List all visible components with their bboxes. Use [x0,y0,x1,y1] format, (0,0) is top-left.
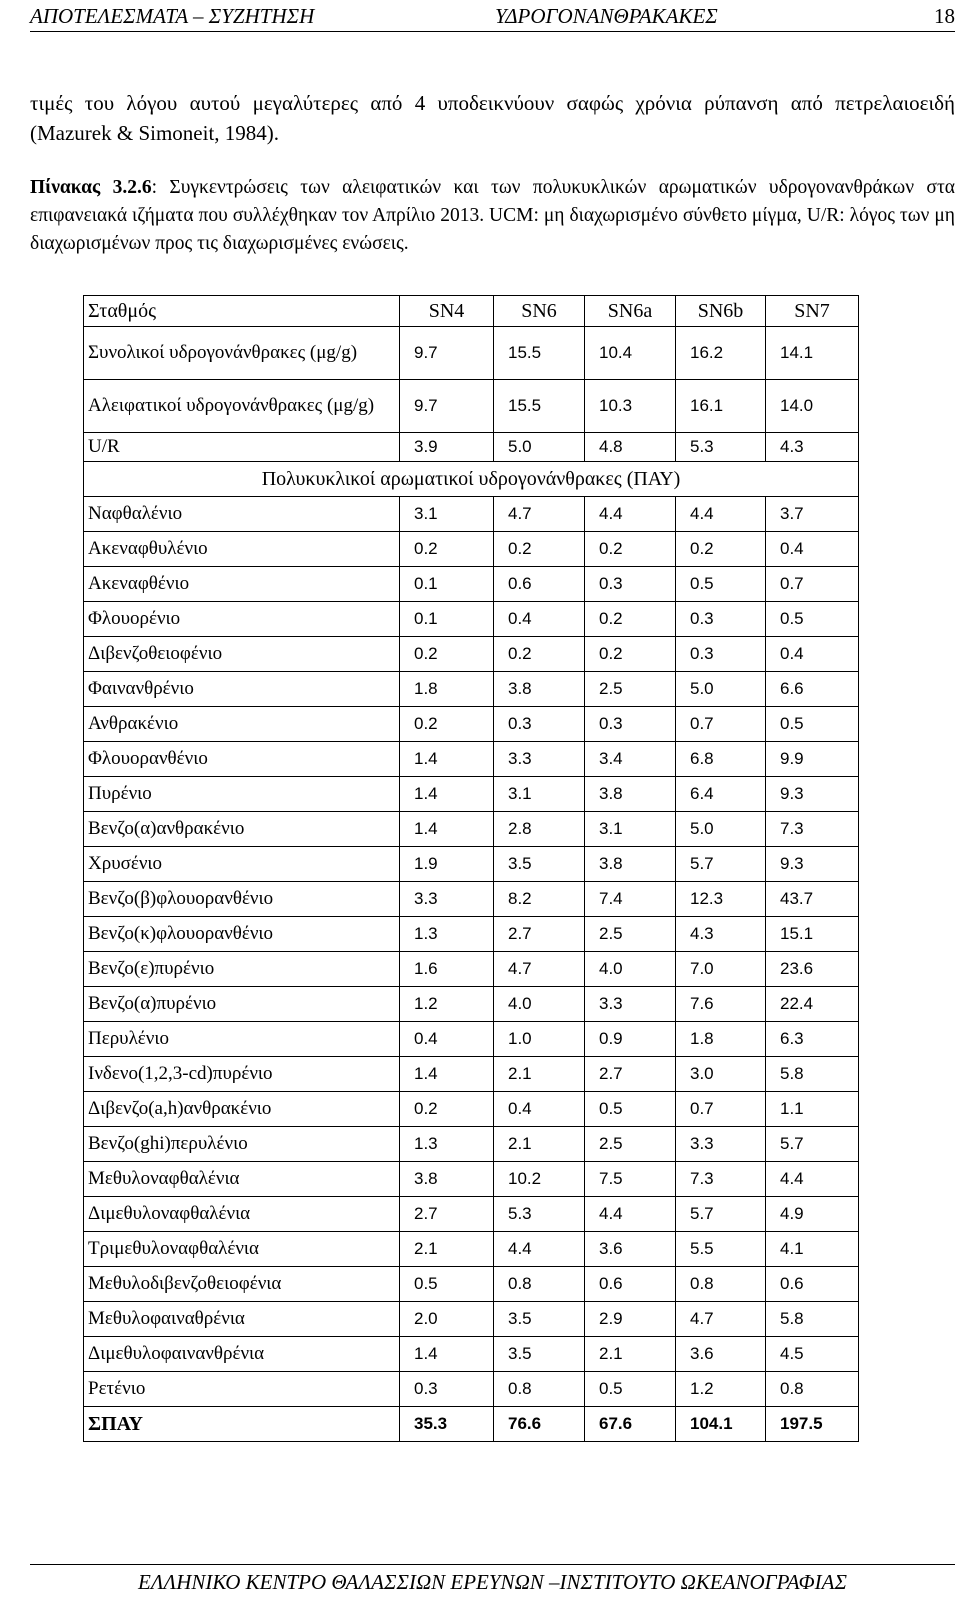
value-cell: 0.2 [585,532,676,567]
row-label: Βενζο(α)ανθρακένιο [84,812,400,847]
value-cell: 0.5 [400,1267,494,1302]
value-cell: 3.9 [400,433,494,462]
table-row [84,380,859,433]
row-label: Βενζο(α)πυρένιο [84,987,400,1022]
table-row [84,1302,859,1337]
value-cell: 0.8 [494,1267,585,1302]
table-row [84,1197,859,1232]
value-cell: 9.3 [766,847,859,882]
table-row [84,327,859,380]
table-row [84,637,859,672]
value-cell: 0.4 [494,602,585,637]
value-cell: 1.0 [494,1022,585,1057]
row-label: Μεθυλοφαιναθρένια [84,1302,400,1337]
value-cell: 3.4 [585,742,676,777]
value-cell: 15.5 [494,380,585,433]
value-cell: 0.3 [676,637,766,672]
value-cell: 4.5 [766,1337,859,1372]
value-cell: 5.0 [494,433,585,462]
value-cell: 5.0 [676,812,766,847]
value-cell: 5.7 [676,847,766,882]
value-cell: 3.6 [676,1337,766,1372]
total-value-cell: 197.5 [766,1407,859,1442]
value-cell: 1.4 [400,1337,494,1372]
page-number: 18 [934,4,955,28]
value-cell: 0.7 [766,567,859,602]
value-cell: 1.4 [400,742,494,777]
value-cell: 6.8 [676,742,766,777]
table-row [84,1092,859,1127]
value-cell: 4.3 [676,917,766,952]
value-cell: 0.3 [585,567,676,602]
total-label: ΣΠΑΥ [84,1407,400,1442]
value-cell: 0.3 [676,602,766,637]
row-label: Διβενζοθειοφένιο [84,637,400,672]
value-cell: 2.8 [494,812,585,847]
value-cell: 3.1 [494,777,585,812]
table-row [84,567,859,602]
value-cell: 3.3 [400,882,494,917]
value-cell: 2.7 [494,917,585,952]
value-cell: 10.4 [585,327,676,380]
table-row [84,812,859,847]
table-row [84,1337,859,1372]
row-label: Χρυσένιο [84,847,400,882]
value-cell: 1.3 [400,917,494,952]
table-row [84,497,859,532]
table-row [84,1057,859,1092]
section-row [84,462,859,497]
value-cell: 7.4 [585,882,676,917]
row-label: Φλουορανθένιο [84,742,400,777]
value-cell: 9.9 [766,742,859,777]
value-cell: 5.5 [676,1232,766,1267]
value-cell: 1.2 [400,987,494,1022]
section-title: Πολυκυκλικοί αρωματικοί υδρογονάνθρακες (ΠΑΥ) [84,462,859,497]
value-cell: 4.7 [676,1302,766,1337]
value-cell: 4.9 [766,1197,859,1232]
value-cell: 0.8 [676,1267,766,1302]
value-cell: 0.4 [494,1092,585,1127]
row-label: Συνολικοί υδρογονάνθρακες (μg/g) [84,327,400,380]
value-cell: 3.8 [494,672,585,707]
table-row [84,1372,859,1407]
value-cell: 3.6 [585,1232,676,1267]
value-cell: 6.4 [676,777,766,812]
value-cell: 5.8 [766,1057,859,1092]
value-cell: 4.4 [676,497,766,532]
row-label: Ακεναφθυλένιο [84,532,400,567]
value-cell: 4.7 [494,952,585,987]
value-cell: 7.6 [676,987,766,1022]
table-row [84,917,859,952]
table-row [84,1127,859,1162]
value-cell: 0.4 [766,637,859,672]
value-cell: 0.5 [766,707,859,742]
value-cell: 0.2 [494,637,585,672]
value-cell: 3.8 [400,1162,494,1197]
value-cell: 0.4 [766,532,859,567]
row-label: Αλειφατικοί υδρογονάνθρακες (μg/g) [84,380,400,433]
value-cell: 0.2 [400,532,494,567]
value-cell: 7.5 [585,1162,676,1197]
value-cell: 5.7 [676,1197,766,1232]
value-cell: 3.1 [585,812,676,847]
value-cell: 0.5 [766,602,859,637]
value-cell: 5.3 [494,1197,585,1232]
value-cell: 9.3 [766,777,859,812]
value-cell: 3.5 [494,1302,585,1337]
caption-label: Πίνακας 3.2.6 [30,177,152,198]
total-value-cell: 104.1 [676,1407,766,1442]
table-caption [30,174,955,258]
header-cell-station-2: SN6 [494,296,585,327]
table-row [84,1162,859,1197]
value-cell: 2.1 [585,1337,676,1372]
value-cell: 4.4 [585,497,676,532]
value-cell: 1.9 [400,847,494,882]
value-cell: 0.3 [494,707,585,742]
value-cell: 3.5 [494,847,585,882]
value-cell: 8.2 [494,882,585,917]
value-cell: 0.5 [585,1372,676,1407]
row-label: Διβενζο(a,h)ανθρακένιο [84,1092,400,1127]
row-label: Βενζο(ε)πυρένιο [84,952,400,987]
value-cell: 4.4 [585,1197,676,1232]
table-row [84,532,859,567]
value-cell: 5.8 [766,1302,859,1337]
value-cell: 9.7 [400,380,494,433]
row-label: Ρετένιο [84,1372,400,1407]
table-row [84,987,859,1022]
value-cell: 7.0 [676,952,766,987]
value-cell: 16.2 [676,327,766,380]
header-section-title: ΑΠΟΤΕΛΕΣΜΑΤΑ – ΣΥΖΗΤΗΣΗ [30,4,315,28]
header-cell-station-4: SN6b [676,296,766,327]
value-cell: 0.6 [585,1267,676,1302]
value-cell: 2.0 [400,1302,494,1337]
header-cell-station-5: SN7 [766,296,859,327]
value-cell: 0.2 [400,637,494,672]
header-cell-station-3: SN6a [585,296,676,327]
value-cell: 3.1 [400,497,494,532]
value-cell: 6.3 [766,1022,859,1057]
table-row [84,777,859,812]
value-cell: 5.7 [766,1127,859,1162]
value-cell: 2.5 [585,917,676,952]
value-cell: 15.5 [494,327,585,380]
value-cell: 10.2 [494,1162,585,1197]
row-label: Μεθυλοναφθαλένια [84,1162,400,1197]
value-cell: 22.4 [766,987,859,1022]
table-header-row [84,296,859,327]
page-footer: ΕΛΛΗΝΙΚΟ ΚΕΝΤΡΟ ΘΑΛΑΣΣΙΩΝ ΕΡΕΥΝΩΝ –ΙΝΣΤΙΤΟΥΤΟ ΩΚΕΑΝΟΓΡΑΦΙΑΣ [138,1570,847,1594]
value-cell: 0.9 [585,1022,676,1057]
value-cell: 0.2 [494,532,585,567]
value-cell: 4.1 [766,1232,859,1267]
value-cell: 0.3 [585,707,676,742]
footer-rule [30,1564,955,1565]
value-cell: 15.1 [766,917,859,952]
row-label: Ναφθαλένιο [84,497,400,532]
value-cell: 0.7 [676,707,766,742]
value-cell: 3.3 [494,742,585,777]
value-cell: 0.8 [766,1372,859,1407]
header-cell-station: Σταθμός [84,296,400,327]
value-cell: 1.2 [676,1372,766,1407]
value-cell: 4.0 [585,952,676,987]
value-cell: 2.1 [400,1232,494,1267]
value-cell: 0.5 [676,567,766,602]
row-label: Περυλένιο [84,1022,400,1057]
concentration-table [83,295,859,1442]
value-cell: 1.3 [400,1127,494,1162]
value-cell: 3.3 [676,1127,766,1162]
table-row [84,1232,859,1267]
value-cell: 0.5 [585,1092,676,1127]
value-cell: 0.2 [676,532,766,567]
value-cell: 0.2 [400,1092,494,1127]
table-row [84,602,859,637]
value-cell: 0.6 [766,1267,859,1302]
caption-text: : Συγκεντρώσεις των αλειφατικών και των πολυκυκλικών αρωματικών υδρογονανθράκων στα επιφανειακά ιζήματα που συλλέχθηκαν τον Απρίλιο 2013. UCM: μη διαχωρισμένο σύνθετο μίγμα, U/R: λόγος των μη διαχωρισμένων προς τις διαχωρισμένες ενώσεις. [30,177,955,254]
table-row [84,742,859,777]
value-cell: 2.5 [585,1127,676,1162]
value-cell: 1.8 [676,1022,766,1057]
value-cell: 1.4 [400,812,494,847]
row-label: U/R [84,433,400,462]
table-row [84,672,859,707]
value-cell: 1.1 [766,1092,859,1127]
row-label: Βενζο(κ)φλουορανθένιο [84,917,400,952]
table-row [84,882,859,917]
value-cell: 0.6 [494,567,585,602]
value-cell: 6.6 [766,672,859,707]
value-cell: 0.1 [400,602,494,637]
value-cell: 5.3 [676,433,766,462]
value-cell: 0.2 [585,637,676,672]
value-cell: 0.8 [494,1372,585,1407]
value-cell: 3.5 [494,1337,585,1372]
table-row [84,847,859,882]
value-cell: 2.7 [400,1197,494,1232]
value-cell: 3.3 [585,987,676,1022]
value-cell: 10.3 [585,380,676,433]
table-row [84,433,859,462]
row-label: Ακεναφθένιο [84,567,400,602]
value-cell: 43.7 [766,882,859,917]
value-cell: 2.5 [585,672,676,707]
table-row [84,1267,859,1302]
value-cell: 2.1 [494,1127,585,1162]
value-cell: 4.3 [766,433,859,462]
row-label: Φαινανθρένιο [84,672,400,707]
row-label: Ινδενο(1,2,3-cd)πυρένιο [84,1057,400,1092]
row-label: Διμεθυλοφαινανθρένια [84,1337,400,1372]
row-label: Ανθρακένιο [84,707,400,742]
row-label: Διμεθυλοναφθαλένια [84,1197,400,1232]
row-label: Φλουορένιο [84,602,400,637]
body-paragraph: τιμές του λόγου αυτού μεγαλύτερες από 4 υποδεικνύουν σαφώς χρόνια ρύπανση από πετρελαιοειδή (Mazurek & Simoneit, 1984). [30,91,955,145]
value-cell: 1.6 [400,952,494,987]
value-cell: 7.3 [676,1162,766,1197]
total-value-cell: 35.3 [400,1407,494,1442]
table-row [84,707,859,742]
value-cell: 4.4 [766,1162,859,1197]
total-row [84,1407,859,1442]
value-cell: 3.0 [676,1057,766,1092]
value-cell: 4.8 [585,433,676,462]
value-cell: 3.8 [585,847,676,882]
table-row [84,952,859,987]
value-cell: 14.1 [766,327,859,380]
page-header [30,2,955,32]
row-label: Βενζο(ghi)περυλένιο [84,1127,400,1162]
row-label: Τριμεθυλοναφθαλένια [84,1232,400,1267]
value-cell: 9.7 [400,327,494,380]
value-cell: 16.1 [676,380,766,433]
value-cell: 3.8 [585,777,676,812]
value-cell: 0.7 [676,1092,766,1127]
value-cell: 2.1 [494,1057,585,1092]
value-cell: 0.1 [400,567,494,602]
header-chapter-title: ΥΔΡΟΓΟΝΑΝΘΡΑΚΑΚΕΣ [495,4,718,28]
value-cell: 0.2 [400,707,494,742]
value-cell: 14.0 [766,380,859,433]
value-cell: 1.4 [400,777,494,812]
value-cell: 7.3 [766,812,859,847]
header-cell-station-1: SN4 [400,296,494,327]
value-cell: 0.4 [400,1022,494,1057]
value-cell: 4.7 [494,497,585,532]
value-cell: 4.4 [494,1232,585,1267]
value-cell: 3.7 [766,497,859,532]
row-label: Πυρένιο [84,777,400,812]
total-value-cell: 76.6 [494,1407,585,1442]
value-cell: 0.3 [400,1372,494,1407]
value-cell: 1.4 [400,1057,494,1092]
value-cell: 2.9 [585,1302,676,1337]
value-cell: 1.8 [400,672,494,707]
value-cell: 4.0 [494,987,585,1022]
row-label: Μεθυλοδιβενζοθειοφένια [84,1267,400,1302]
header-rule [30,31,955,32]
row-label: Βενζο(β)φλουορανθένιο [84,882,400,917]
total-value-cell: 67.6 [585,1407,676,1442]
value-cell: 2.7 [585,1057,676,1092]
value-cell: 23.6 [766,952,859,987]
value-cell: 12.3 [676,882,766,917]
table-row [84,1022,859,1057]
value-cell: 0.2 [585,602,676,637]
value-cell: 5.0 [676,672,766,707]
